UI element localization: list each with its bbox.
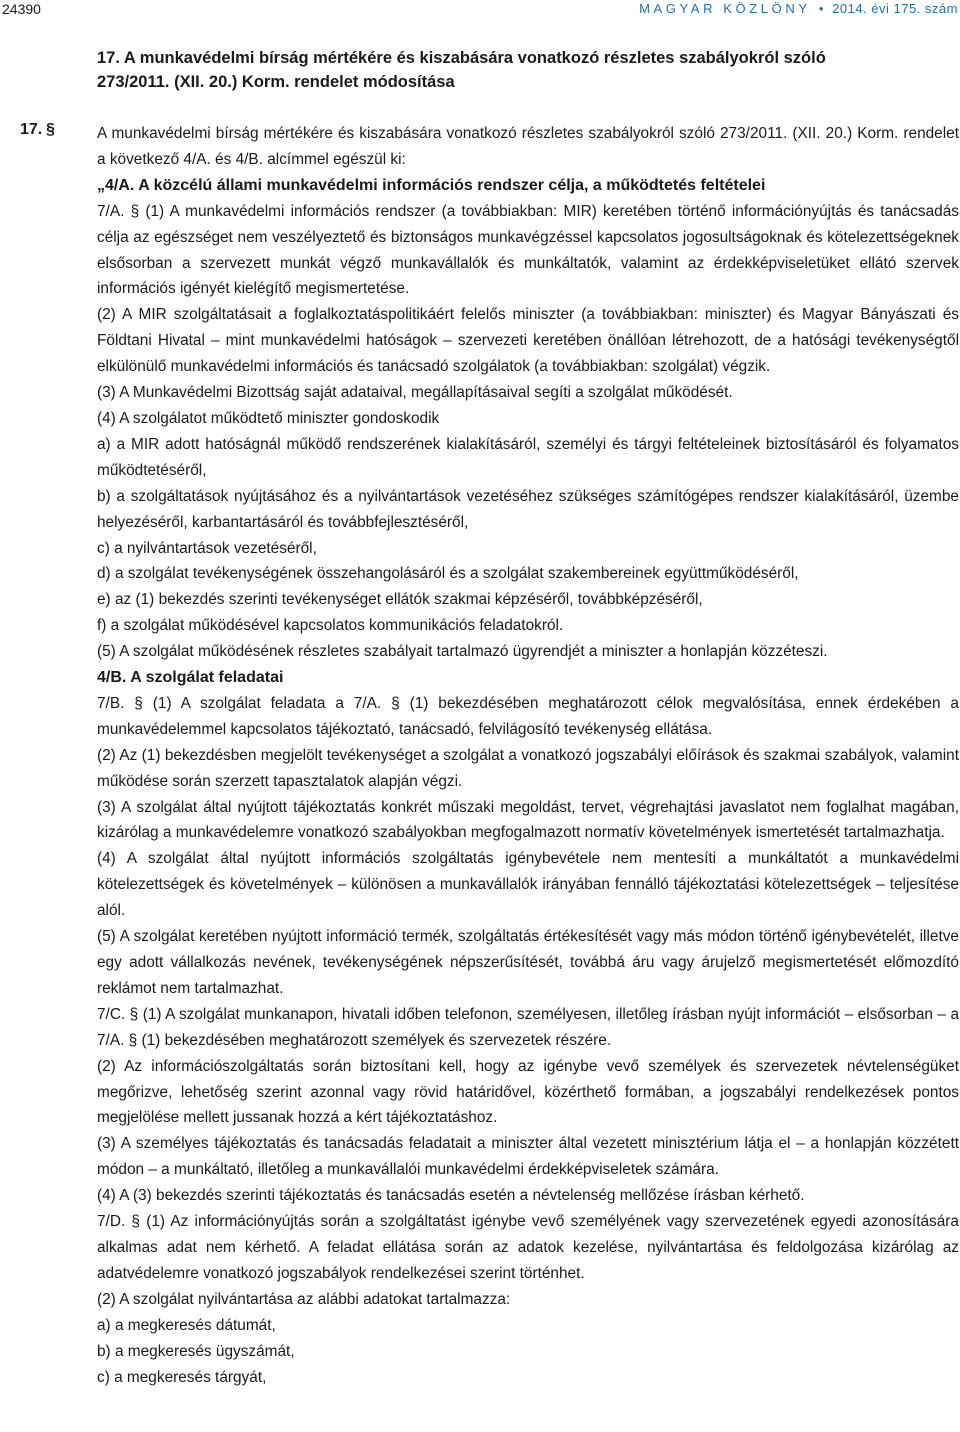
list-item: a) a MIR adott hatóságnál működő rendszerének kialakításáról, személyi és tárgyi feltételeinek biztosításáról és folyamatos működtetéséről, — [97, 435, 959, 479]
paragraph: (3) A Munkavédelmi Bizottság saját adataival, megállapításaival segíti a szolgálat működését. — [97, 384, 733, 402]
paragraph: (3) A személyes tájékoztatás és tanácsadás feladatait a miniszter által vezetett minisztérium látja el – a honlapján közzétett módon – a munkáltató, illetőleg a munkavállalói munkavédelmi érdekképviseletek számára. — [97, 1135, 959, 1179]
journal-name: MAGYAR KÖZLÖNY — [639, 1, 811, 16]
section-number: 17. — [20, 121, 43, 138]
document-body — [97, 121, 959, 1390]
paragraph: 7/B. § (1) A szolgálat feladata a 7/A. § (1) bekezdésében meghatározott célok megvalósítása, ennek érdekében a munkavédelemmel kapcsolatos tájékoztató, tanácsadó, felvilágosító tevékenység ellátása. — [97, 694, 959, 738]
section-symbol: § — [46, 121, 55, 138]
page-number: 24390 — [2, 1, 41, 17]
paragraph: (2) A MIR szolgáltatásait a foglalkoztatáspolitikáért felelős miniszter (a továbbiakban: miniszter) és Magyar Bányászati és Földtani Hivatal – mint munkavédelmi hatóságok – szervezeti keretében önállóan létrehozott, de a hatósági tevékenységtől elkülönülő munkavédelmi információs és tanácsadó szolgálatok (a továbbiakban: szolgálat) végzik. — [97, 306, 959, 376]
journal-running-head — [639, 1, 958, 16]
list-item: b) a szolgáltatások nyújtásához és a nyilvántartások vezetéséhez szükséges számítógépes rendszer kialakításáról, üzembe helyezéséről, karbantartásáról és továbbfejlesztéséről, — [97, 487, 959, 531]
list-item: e) az (1) bekezdés szerinti tevékenységet ellátók szakmai képzéséről, továbbképzéséről, — [97, 591, 703, 609]
issue-label: 2014. évi 175. szám — [832, 1, 958, 16]
paragraph: 7/D. § (1) Az információnyújtás során a szolgáltatást igénybe vevő személyének vagy szervezetének egyedi azonosítására alkalmas adat nem kérhető. A feladat ellátása során az adatok kezelése, nyilvántartása és feldolgozása kizárólag az adatvédelemre vonatkozó jogszabályok rendelkezései szerint történhet. — [97, 1213, 959, 1282]
section-title: 17. A munkavédelmi bírság mértékére és kiszabására vonatkozó részletes szabályokról szóló 273/2011. (XII. 20.) Korm. rendelet módosítása — [97, 49, 826, 91]
paragraph: (5) A szolgálat működésének részletes szabályait tartalmazó ügyrendjét a miniszter a honlapján közzéteszi. — [97, 643, 828, 661]
paragraph-intro: A munkavédelmi bírság mértékére és kiszabására vonatkozó részletes szabályokról szóló 273/2011. (XII. 20.) Korm. rendelet a következő 4/A. és 4/B. alcímmel egészül ki: — [97, 125, 959, 168]
paragraph: (4) A (3) bekezdés szerinti tájékoztatás és tanácsadás esetén a névtelenség mellőzése írásban kérhető. — [97, 1187, 805, 1205]
paragraph: (5) A szolgálat keretében nyújtott információ termék, szolgáltatás értékesítését vagy más módon történő igénybevételét, illetve egy adott vállalkozás nevének, tevékenységének népszerűsítését, továbbá áru vagy árujelző megismertetését előmozdító reklámot nem tartalmazhat. — [97, 928, 959, 997]
list-item: c) a megkeresés tárgyát, — [97, 1368, 267, 1386]
paragraph: (4) A szolgálatot működtető miniszter gondoskodik — [97, 409, 440, 427]
page-header — [0, 0, 960, 22]
paragraph: (2) Az információszolgáltatás során biztosítani kell, hogy az igénybe vevő személyek és szervezetek névtelenségüket megőrizve, lehetőség szerint azonnal vagy rövid határidővel, közérthető formában, a jogszabályi rendelkezések pontos megjelölése mellett jussanak hozzá a kért tájékoztatáshoz. — [97, 1057, 959, 1127]
list-item: c) a nyilvántartások vezetéséről, — [97, 539, 317, 557]
header-separator: • — [818, 1, 824, 16]
list-item: d) a szolgálat tevékenységének összehangolásáról és a szolgálat szakembereinek együttműködéséről, — [97, 565, 799, 583]
list-item: b) a megkeresés ügyszámát, — [97, 1342, 295, 1360]
paragraph: (4) A szolgálat által nyújtott információs szolgáltatás igénybevétele nem mentesíti a munkáltatót a munkavédelmi kötelezettségek és követelmények – különösen a munkavállalók irányában fennálló tájékoztatási kötelezettségek – teljesítése alól. — [97, 850, 959, 920]
subtitle-4b: 4/B. A szolgálat feladatai — [97, 669, 284, 687]
paragraph: (2) Az (1) bekezdésben megjelölt tevékenységet a szolgálat a vonatkozó jogszabályi előírások és szakmai szabályok, valamint működése során szerzett tapasztalatok alapján végzi. — [97, 746, 959, 790]
paragraph: 7/C. § (1) A szolgálat munkanapon, hivatali időben telefonon, személyesen, illetőleg írásban nyújt információt – elsősorban – a 7/A. § (1) bekezdésében meghatározott személyek és szervezetek részére. — [97, 1005, 959, 1049]
paragraph: (3) A szolgálat által nyújtott tájékoztatás konkrét műszaki megoldást, tervet, végrehajtási javaslatot nem foglalhat magában, kizárólag a munkavédelemre vonatkozó szabályokban megfogalmazott normatív követelmények ismertetését tartalmazhatja. — [97, 798, 959, 842]
list-item: a) a megkeresés dátumát, — [97, 1316, 276, 1334]
paragraph: 7/A. § (1) A munkavédelmi információs rendszer (a továbbiakban: MIR) keretében történő információnyújtás és tanácsadás célja az egészséget nem veszélyeztető és biztonságos munkavégzéssel kapcsolatos jogosultságoknak és kötelezettségeknek elsősorban a szervezett munkát végző munkavállalók és munkáltatók, valamint az érdekképviseletüket ellátó szervek információs igényét kielégítő megismertetése. — [97, 202, 959, 298]
subtitle-4a: „4/A. A közcélú állami munkavédelmi információs rendszer célja, a működtetés feltételei — [97, 176, 766, 194]
list-item: f) a szolgálat működésével kapcsolatos kommunikációs feladatokról. — [97, 617, 564, 635]
paragraph: (2) A szolgálat nyilvántartása az alábbi adatokat tartalmazza: — [97, 1290, 511, 1308]
